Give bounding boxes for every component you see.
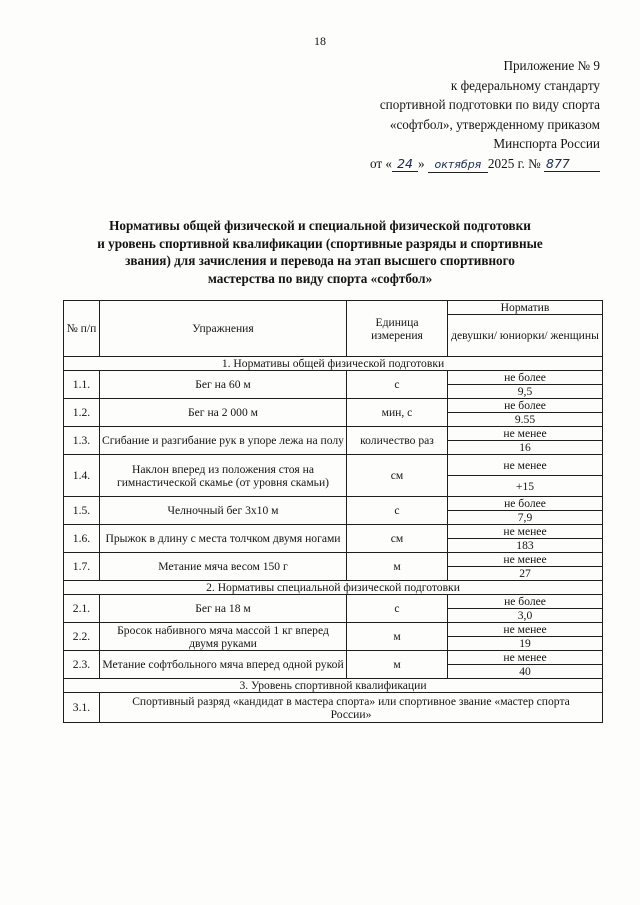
row-exercise: Бег на 60 м	[100, 371, 347, 399]
qualification-row	[64, 693, 603, 723]
date-mid: »	[418, 155, 428, 171]
row-value: 7,9	[448, 511, 603, 525]
row-value: 19	[448, 637, 603, 651]
row-condition: не более	[448, 595, 603, 609]
section-header-row	[64, 357, 603, 371]
date-year: 2025 г. №	[487, 155, 544, 171]
row-num: 1.5.	[64, 497, 100, 525]
row-condition: не более	[448, 497, 603, 511]
section-title: 2. Нормативы специальной физической подготовки	[64, 581, 603, 595]
row-unit: с	[347, 595, 448, 623]
header-group: девушки/ юниорки/ женщины	[448, 315, 603, 357]
title-line-3: звания) для зачисления и перевода на этап высшего спортивного	[125, 253, 515, 268]
row-unit: с	[347, 497, 448, 525]
row-unit: мин, с	[347, 399, 448, 427]
row-value: 27	[448, 567, 603, 581]
row-condition: не более	[448, 371, 603, 385]
row-unit: м	[347, 623, 448, 651]
row-value: +15	[448, 476, 603, 497]
header-norm: Норматив	[448, 301, 603, 315]
row-unit: м	[347, 553, 448, 581]
table-row	[64, 399, 603, 413]
row-num: 1.7.	[64, 553, 100, 581]
section-title: 1. Нормативы общей физической подготовки	[64, 357, 603, 371]
table-row	[64, 553, 603, 567]
row-unit: см	[347, 455, 448, 497]
table-row	[64, 525, 603, 539]
row-unit: с	[347, 371, 448, 399]
header-exercise: Упражнения	[100, 301, 347, 357]
section-title: 3. Уровень спортивной квалификации	[64, 679, 603, 693]
annex-line-4: «софтбол», утвержденному приказом	[389, 116, 600, 132]
row-condition: не менее	[448, 525, 603, 539]
row-unit: см	[347, 525, 448, 553]
page-number: 18	[314, 34, 326, 48]
qualification-text	[100, 693, 603, 723]
annex-line-1: Приложение № 9	[503, 58, 600, 73]
row-num: 2.1.	[64, 595, 100, 623]
row-exercise: Сгибание и разгибание рук в упоре лежа на полу	[100, 427, 347, 455]
row-exercise: Бег на 18 м	[100, 595, 347, 623]
row-condition: не менее	[448, 553, 603, 567]
row-value: 183	[448, 539, 603, 553]
title-line-2: и уровень спортивной квалификации (спортивные разряды и спортивные	[97, 235, 543, 251]
row-num: 1.4.	[64, 455, 100, 497]
row-exercise: Бег на 2 000 м	[100, 399, 347, 427]
row-condition: не более	[448, 399, 603, 413]
norms-table-body	[64, 357, 603, 723]
date-day-handwritten: 24	[392, 156, 418, 172]
title-line-1: Нормативы общей физической и специальной физической подготовки	[109, 218, 531, 233]
row-value: 3,0	[448, 609, 603, 623]
row-value: 9.55	[448, 413, 603, 427]
table-row	[64, 427, 603, 441]
table-row	[64, 371, 603, 385]
qualification-text-line-1: Спортивный разряд «кандидат в мастера спорта» или спортивное звание «мастер спорта	[132, 694, 570, 708]
row-exercise: Бросок набивного мяча массой 1 кг вперед двумя руками	[100, 623, 347, 651]
row-num: 1.6.	[64, 525, 100, 553]
row-num: 1.3.	[64, 427, 100, 455]
header-num: № п/п	[64, 301, 100, 357]
row-num: 2.3.	[64, 651, 100, 679]
row-exercise: Наклон вперед из положения стоя на гимнастической скамье (от уровня скамьи)	[100, 455, 347, 497]
row-num: 1.2.	[64, 399, 100, 427]
row-exercise: Метание софтбольного мяча вперед одной рукой	[100, 651, 347, 679]
row-exercise: Прыжок в длину с места толчком двумя ногами	[100, 525, 347, 553]
table-row	[64, 455, 603, 476]
row-unit: м	[347, 651, 448, 679]
date-month-handwritten: октября	[428, 157, 488, 173]
row-num: 2.2.	[64, 623, 100, 651]
row-condition: не менее	[448, 651, 603, 665]
order-number-handwritten: 877	[544, 156, 600, 172]
document-title	[60, 217, 580, 287]
row-condition: не менее	[448, 427, 603, 441]
row-exercise: Метание мяча весом 150 г	[100, 553, 347, 581]
annex-date-line	[330, 154, 600, 174]
title-line-4: мастерства по виду спорта «софтбол»	[207, 270, 433, 286]
row-value: 16	[448, 441, 603, 455]
section-header-row	[64, 581, 603, 595]
section-header-row	[64, 679, 603, 693]
row-value: 9,5	[448, 385, 603, 399]
row-condition: не менее	[448, 623, 603, 637]
table-row	[64, 651, 603, 665]
row-unit: количество раз	[347, 427, 448, 455]
norms-table	[63, 300, 603, 723]
date-prefix: от «	[369, 155, 393, 171]
annex-line-2: к федеральному стандарту	[450, 77, 600, 93]
table-row	[64, 623, 603, 637]
row-exercise: Челночный бег 3x10 м	[100, 497, 347, 525]
annex-header	[330, 56, 600, 173]
annex-line-5: Минспорта России	[493, 136, 600, 151]
header-unit: Единица измерения	[347, 301, 448, 357]
qualification-text-line-2: России»	[330, 707, 372, 721]
row-num: 1.1.	[64, 371, 100, 399]
table-row	[64, 595, 603, 609]
annex-line-3: спортивной подготовки по виду спорта	[379, 97, 600, 112]
table-row	[64, 497, 603, 511]
row-value: 40	[448, 665, 603, 679]
row-condition: не менее	[448, 455, 603, 476]
row-num: 3.1.	[64, 693, 100, 723]
